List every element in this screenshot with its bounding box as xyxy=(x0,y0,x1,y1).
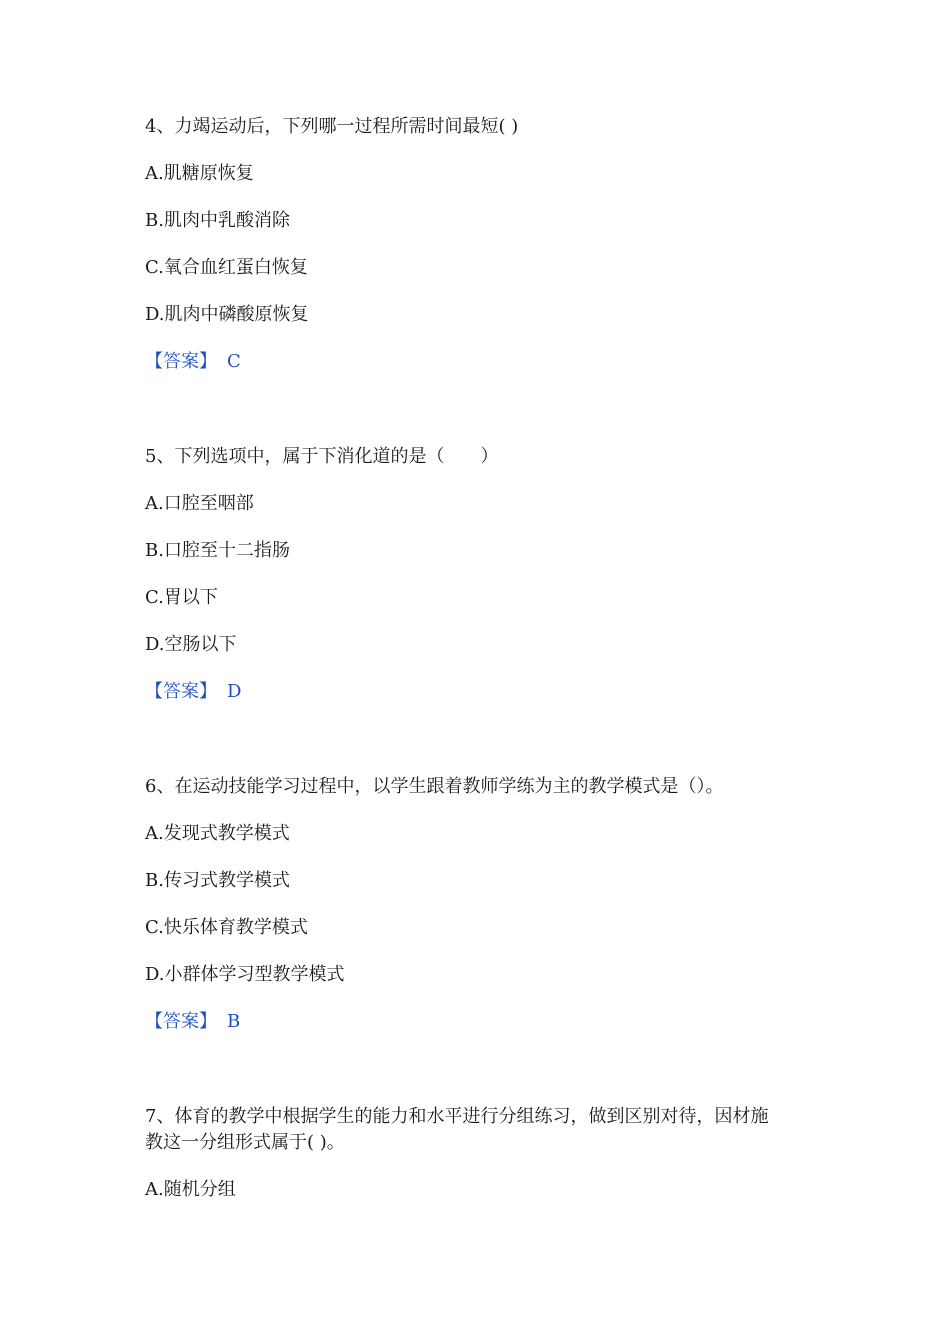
question-4-option-a: A.肌糖原恢复 xyxy=(145,163,254,184)
question-5-stem: 5、下列选项中，属于下消化道的是（ ） xyxy=(145,446,499,467)
answer-value: D xyxy=(227,681,242,702)
question-6-option-a: A.发现式教学模式 xyxy=(145,823,290,844)
question-6-stem: 6、在运动技能学习过程中，以学生跟着教师学练为主的教学模式是（）。 xyxy=(145,776,724,797)
question-5-option-a: A.口腔至咽部 xyxy=(145,493,254,514)
question-6-answer xyxy=(145,1009,240,1035)
answer-label: 【答案】 xyxy=(145,351,217,372)
question-5-option-b: B.口腔至十二指肠 xyxy=(145,540,290,561)
question-4-option-c: C.氧合血红蛋白恢复 xyxy=(145,257,308,278)
question-7-stem-line-1: 7、体育的教学中根据学生的能力和水平进行分组练习，做到区别对待，因材施 xyxy=(145,1106,769,1127)
answer-value: B xyxy=(227,1011,241,1032)
question-5-answer xyxy=(145,679,241,705)
answer-value: C xyxy=(227,351,241,372)
question-5-option-c: C.胃以下 xyxy=(145,587,218,608)
question-4-option-b: B.肌肉中乳酸消除 xyxy=(145,210,290,231)
answer-label: 【答案】 xyxy=(145,1011,217,1032)
question-4-answer xyxy=(145,349,241,375)
question-5-option-d: D.空肠以下 xyxy=(145,634,237,655)
question-6-option-c: C.快乐体育教学模式 xyxy=(145,917,308,938)
question-6-option-b: B.传习式教学模式 xyxy=(145,870,290,891)
answer-label: 【答案】 xyxy=(145,681,217,702)
question-4-stem: 4、力竭运动后，下列哪一过程所需时间最短( ) xyxy=(145,116,519,137)
question-4-option-d: D.肌肉中磷酸原恢复 xyxy=(145,304,309,325)
question-7-stem-line-2: 教这一分组形式属于( )。 xyxy=(145,1132,345,1153)
question-6-option-d: D.小群体学习型教学模式 xyxy=(145,964,345,985)
question-7-option-a: A.随机分组 xyxy=(145,1179,236,1200)
